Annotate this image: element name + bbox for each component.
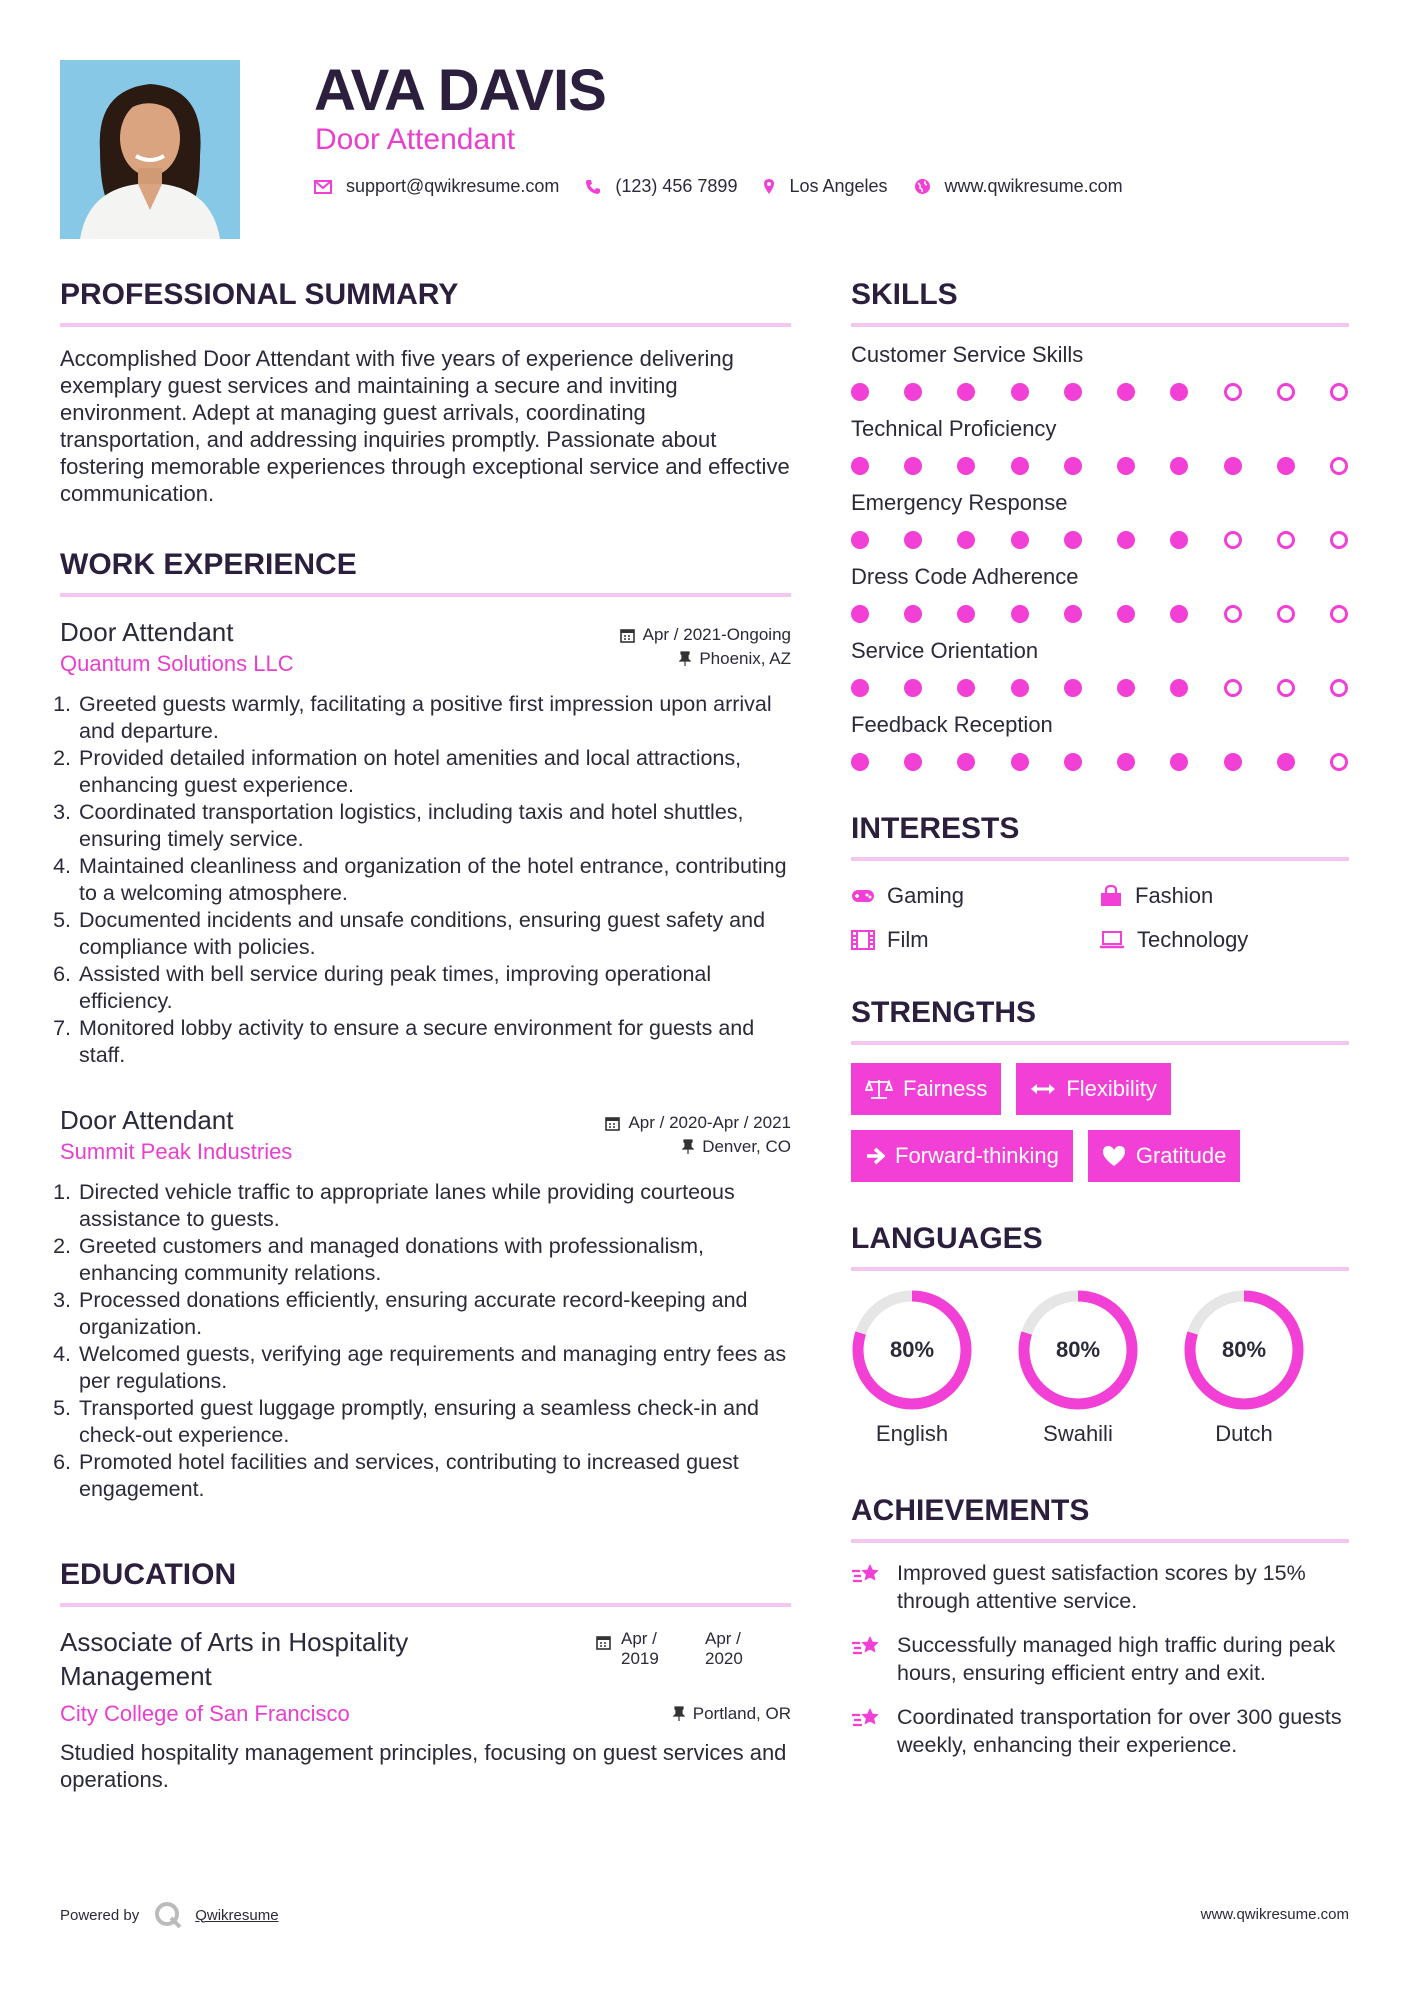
interests-heading: INTERESTS	[851, 812, 1020, 845]
education-dates	[596, 1629, 791, 1669]
language-item	[1017, 1289, 1139, 1447]
rating-dot-filled	[904, 753, 922, 771]
candidate-title: Door Attendant	[315, 123, 516, 156]
rating-dot-filled	[1117, 383, 1135, 401]
phone-icon	[585, 179, 601, 195]
rating-dot-filled	[1011, 383, 1029, 401]
shooting-star-icon	[851, 1705, 883, 1731]
rating-dot-empty	[1330, 753, 1348, 771]
skill-rating	[851, 383, 1348, 401]
rating-dot-filled	[1117, 605, 1135, 623]
rating-dot-filled	[904, 383, 922, 401]
contact-bar	[314, 176, 1149, 197]
list-item: 6. Promoted hotel facilities and services, contributing to increased guest engagement.	[77, 1449, 791, 1503]
degree-title: Associate of Arts in Hospitality Management	[60, 1627, 409, 1691]
company-name: Summit Peak Industries	[60, 1139, 293, 1164]
achievement-item	[851, 1559, 1349, 1615]
rating-dot-filled	[904, 531, 922, 549]
rating-dot-filled	[957, 679, 975, 697]
rating-dot-filled	[1277, 753, 1295, 771]
rating-dot-filled	[1064, 605, 1082, 623]
rating-dot-empty	[1224, 531, 1242, 549]
list-item: 7. Monitored lobby activity to ensure a secure environment for guests and staff.	[77, 1015, 791, 1069]
left-column	[60, 275, 791, 1793]
powered-by-text: Powered by	[60, 1906, 140, 1924]
language-percent: 80%	[1221, 1337, 1267, 1362]
map-pin-icon	[763, 178, 775, 195]
arrow-right-icon	[865, 1147, 885, 1165]
strength-label: Fairness	[903, 1076, 988, 1101]
company-name: Quantum Solutions LLC	[60, 651, 294, 676]
interest-label: Film	[887, 927, 929, 952]
skill-rating	[851, 531, 1348, 549]
rating-dot-filled	[1011, 457, 1029, 475]
education-heading: EDUCATION	[60, 1558, 237, 1591]
language-item	[1183, 1289, 1305, 1447]
rating-dot-filled	[851, 753, 869, 771]
rating-dot-filled	[851, 457, 869, 475]
website-text: www.qwikresume.com	[944, 176, 1123, 196]
achievement-text: Improved guest satisfaction scores by 15% through attentive service.	[897, 1561, 1306, 1613]
list-item: 3. Coordinated transportation logistics, including taxis and hotel shuttles, ensuring timely service.	[77, 799, 791, 853]
envelope-icon	[314, 180, 332, 194]
job-location-text: Phoenix, AZ	[699, 649, 791, 668]
interest-technology	[1099, 927, 1347, 953]
rating-dot-filled	[1011, 531, 1029, 549]
strength-forward-thinking	[851, 1130, 1073, 1182]
list-item: 2. Provided detailed information on hotel amenities and local attractions, enhancing guest experience.	[77, 745, 791, 799]
rating-dot-filled	[957, 531, 975, 549]
rating-dot-empty	[1277, 531, 1295, 549]
rating-dot-filled	[1011, 679, 1029, 697]
languages-heading: LANGUAGES	[851, 1222, 1043, 1255]
profile-photo	[60, 60, 240, 239]
strength-flexibility	[1016, 1063, 1170, 1115]
language-name: Swahili	[1043, 1421, 1113, 1446]
language-ring	[851, 1289, 973, 1411]
list-item: 4. Maintained cleanliness and organization of the hotel entrance, contributing to a welcoming atmosphere.	[77, 853, 791, 907]
rating-dot-filled	[1170, 753, 1188, 771]
calendar-icon	[605, 1116, 620, 1131]
skill-name: Emergency Response	[851, 490, 1068, 515]
pushpin-icon	[682, 1139, 694, 1155]
interest-label: Fashion	[1135, 883, 1214, 908]
interest-label: Technology	[1137, 927, 1249, 952]
language-percent: 80%	[889, 1337, 935, 1362]
strengths-section	[851, 993, 1349, 1197]
language-name: English	[875, 1421, 949, 1446]
achievements-section	[851, 1491, 1349, 1759]
candidate-name: AVA DAVIS	[314, 58, 606, 123]
list-item: 5. Documented incidents and unsafe conditions, ensuring guest safety and compliance with policies.	[77, 907, 791, 961]
job-dates	[620, 625, 791, 645]
rating-dot-empty	[1330, 531, 1348, 549]
pushpin-icon	[679, 651, 691, 667]
film-icon	[851, 930, 875, 950]
job-location	[679, 649, 791, 669]
skill-rating	[851, 457, 1348, 475]
interest-fashion	[1099, 883, 1347, 909]
contact-location	[763, 176, 887, 197]
skill-rating	[851, 679, 1348, 697]
rating-dot-empty	[1330, 679, 1348, 697]
achievement-text: Coordinated transportation for over 300 guests weekly, enhancing their experience.	[897, 1705, 1342, 1757]
rating-dot-filled	[1011, 605, 1029, 623]
rating-dot-filled	[1170, 531, 1188, 549]
skills-heading: SKILLS	[851, 278, 958, 311]
skill-name: Dress Code Adherence	[851, 564, 1079, 589]
job-entry	[60, 1103, 791, 1503]
strength-label: Gratitude	[1135, 1143, 1227, 1168]
education-location-text: Portland, OR	[692, 1704, 791, 1723]
rating-dot-filled	[1170, 457, 1188, 475]
interest-gaming	[851, 883, 1099, 909]
education-location	[673, 1704, 791, 1724]
skill-name: Service Orientation	[851, 638, 1039, 663]
languages-section	[851, 1219, 1349, 1447]
achievement-text: Successfully managed high traffic during peak hours, ensuring efficient entry and exit.	[897, 1633, 1336, 1685]
job-dates-text: Apr / 2021-Ongoing	[642, 625, 791, 644]
rating-dot-empty	[1330, 457, 1348, 475]
rating-dot-empty	[1224, 383, 1242, 401]
experience-section	[60, 545, 791, 1503]
skill-rating	[851, 605, 1348, 623]
laptop-icon	[1099, 931, 1125, 949]
shooting-star-icon	[851, 1561, 883, 1587]
contact-website[interactable]	[914, 176, 1123, 197]
balance-scale-icon	[865, 1078, 893, 1100]
education-start: Apr / 2019	[621, 1629, 659, 1668]
rating-dot-filled	[957, 605, 975, 623]
rating-dot-filled	[957, 457, 975, 475]
rating-dot-filled	[904, 605, 922, 623]
skill-name: Technical Proficiency	[851, 416, 1057, 441]
experience-heading: WORK EXPERIENCE	[60, 548, 357, 581]
section-divider	[851, 857, 1349, 861]
interests-section	[851, 809, 1349, 953]
job-location-text: Denver, CO	[702, 1137, 791, 1156]
rating-dot-filled	[1117, 753, 1135, 771]
calendar-icon	[596, 1635, 611, 1650]
rating-dot-filled	[1064, 753, 1082, 771]
email-text: support@qwikresume.com	[346, 176, 560, 196]
job-dates-text: Apr / 2020-Apr / 2021	[628, 1113, 791, 1132]
summary-text: Accomplished Door Attendant with five years of experience delivering exemplary guest services and maintaining a secure and inviting environment. Adept at managing guest arrivals, coordinating transportation, and addressing inquiries promptly. Passionate about fostering memorable experiences through exceptional service and effective communication.	[60, 346, 790, 506]
skill-row	[851, 711, 1349, 771]
skill-name: Customer Service Skills	[851, 342, 1084, 367]
rating-dot-filled	[851, 383, 869, 401]
location-text: Los Angeles	[789, 176, 888, 196]
rating-dot-empty	[1277, 679, 1295, 697]
job-location	[682, 1137, 791, 1157]
list-item: 4. Welcomed guests, verifying age requirements and managing entry fees as per regulations.	[77, 1341, 791, 1395]
achievements-heading: ACHIEVEMENTS	[851, 1494, 1090, 1527]
rating-dot-filled	[957, 753, 975, 771]
rating-dot-filled	[1064, 531, 1082, 549]
rating-dot-filled	[1117, 457, 1135, 475]
strength-label: Flexibility	[1066, 1076, 1157, 1101]
rating-dot-filled	[851, 679, 869, 697]
rating-dot-filled	[1224, 753, 1242, 771]
job-dates	[605, 1113, 791, 1133]
education-end: Apr / 2020	[705, 1629, 743, 1668]
rating-dot-filled	[851, 531, 869, 549]
list-item: 1. Directed vehicle traffic to appropriate lanes while providing courteous assistance to guests.	[77, 1179, 791, 1233]
achievement-item	[851, 1631, 1349, 1687]
contact-email[interactable]	[314, 176, 559, 197]
rating-dot-filled	[1170, 383, 1188, 401]
shopping-bag-icon	[1099, 885, 1123, 907]
summary-section	[60, 275, 791, 507]
contact-phone[interactable]	[585, 176, 737, 197]
brand-link[interactable]: Qwikresume	[195, 1906, 279, 1924]
pushpin-icon	[673, 1706, 685, 1722]
section-divider	[851, 1267, 1349, 1271]
summary-heading: PROFESSIONAL SUMMARY	[60, 278, 459, 311]
rating-dot-filled	[1277, 457, 1295, 475]
heart-icon	[1102, 1145, 1126, 1167]
qwikresume-logo-icon	[153, 1900, 183, 1930]
education-description: Studied hospitality management principles, focusing on guest services and operations.	[60, 1740, 787, 1792]
interest-film	[851, 927, 1099, 953]
rating-dot-filled	[1064, 679, 1082, 697]
rating-dot-empty	[1330, 605, 1348, 623]
list-item: 1. Greeted guests warmly, facilitating a positive first impression upon arrival and departure.	[77, 691, 791, 745]
rating-dot-filled	[1117, 531, 1135, 549]
section-divider	[60, 323, 791, 327]
language-percent: 80%	[1055, 1337, 1101, 1362]
achievement-item	[851, 1703, 1349, 1759]
job-bullets	[60, 1179, 791, 1503]
rating-dot-empty	[1277, 605, 1295, 623]
shooting-star-icon	[851, 1633, 883, 1659]
strength-gratitude	[1088, 1130, 1241, 1182]
rating-dot-filled	[904, 679, 922, 697]
rating-dot-empty	[1277, 383, 1295, 401]
footer-website[interactable]: www.qwikresume.com	[1200, 1906, 1349, 1923]
arrows-horizontal-icon	[1030, 1082, 1056, 1096]
section-divider	[851, 1041, 1349, 1045]
skill-row	[851, 637, 1349, 697]
skill-row	[851, 489, 1349, 549]
language-ring	[1183, 1289, 1305, 1411]
footer-powered-by	[60, 1900, 279, 1930]
calendar-icon	[620, 628, 635, 643]
education-section	[60, 1555, 791, 1793]
rating-dot-filled	[1117, 679, 1135, 697]
gamepad-icon	[851, 888, 875, 904]
right-column	[851, 275, 1349, 1759]
job-entry	[60, 615, 791, 1069]
skill-name: Feedback Reception	[851, 712, 1053, 737]
list-item: 6. Assisted with bell service during peak times, improving operational efficiency.	[77, 961, 791, 1015]
language-name: Dutch	[1215, 1421, 1273, 1446]
list-item: 3. Processed donations efficiently, ensuring accurate record-keeping and organization.	[77, 1287, 791, 1341]
rating-dot-empty	[1224, 605, 1242, 623]
phone-text: (123) 456 7899	[615, 176, 738, 196]
rating-dot-filled	[1064, 457, 1082, 475]
rating-dot-filled	[957, 383, 975, 401]
rating-dot-empty	[1330, 383, 1348, 401]
language-ring	[1017, 1289, 1139, 1411]
globe-icon	[914, 178, 931, 195]
rating-dot-filled	[1011, 753, 1029, 771]
interest-label: Gaming	[887, 883, 965, 908]
languages-list	[851, 1289, 1349, 1447]
rating-dot-filled	[904, 457, 922, 475]
skill-row	[851, 341, 1349, 401]
list-item: 2. Greeted customers and managed donations with professionalism, enhancing community relations.	[77, 1233, 791, 1287]
section-divider	[60, 593, 791, 597]
skill-row	[851, 415, 1349, 475]
list-item: 5. Transported guest luggage promptly, ensuring a seamless check-in and check-out experience.	[77, 1395, 791, 1449]
strength-fairness	[851, 1063, 1001, 1115]
rating-dot-filled	[1064, 383, 1082, 401]
rating-dot-empty	[1224, 679, 1242, 697]
strength-label: Forward-thinking	[895, 1143, 1059, 1168]
section-divider	[851, 1539, 1349, 1543]
rating-dot-filled	[1224, 457, 1242, 475]
skills-section	[851, 275, 1349, 771]
skill-row	[851, 563, 1349, 623]
rating-dot-filled	[851, 605, 869, 623]
strengths-heading: STRENGTHS	[851, 996, 1037, 1029]
skills-list	[851, 341, 1349, 771]
job-title: Door Attendant	[60, 1105, 234, 1135]
rating-dot-filled	[1170, 605, 1188, 623]
school-name: City College of San Francisco	[60, 1701, 350, 1726]
job-bullets	[60, 691, 791, 1069]
section-divider	[60, 1603, 791, 1607]
language-item	[851, 1289, 973, 1447]
rating-dot-filled	[1170, 679, 1188, 697]
skill-rating	[851, 753, 1348, 771]
section-divider	[851, 323, 1349, 327]
job-title: Door Attendant	[60, 617, 234, 647]
